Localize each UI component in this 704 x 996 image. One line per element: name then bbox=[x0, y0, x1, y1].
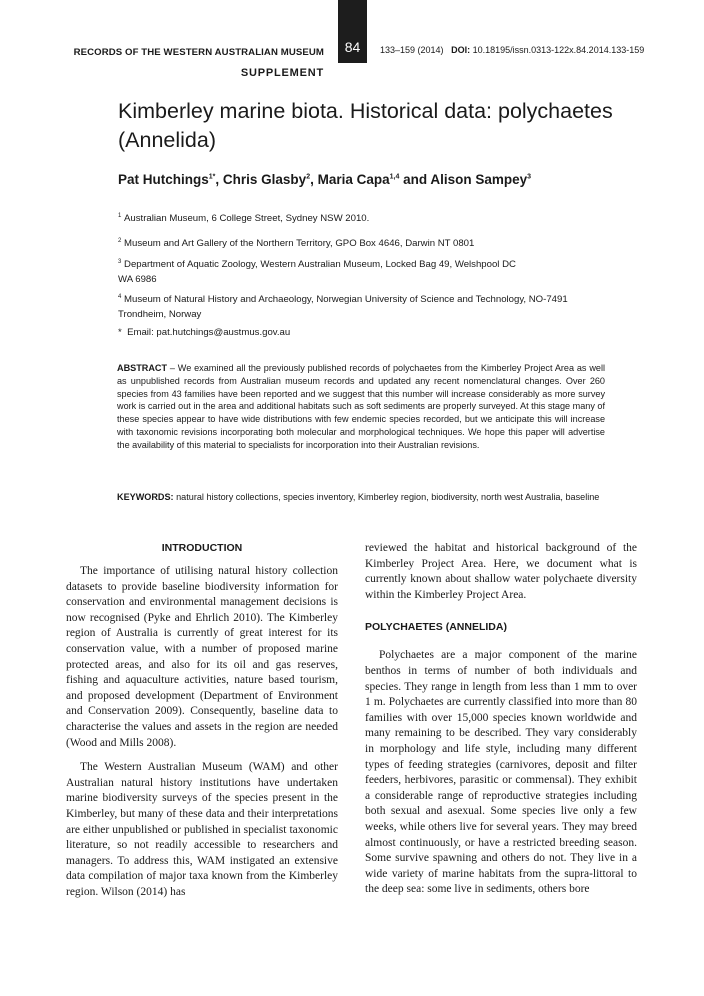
author-affil-mark: 1* bbox=[208, 173, 216, 181]
doi-value[interactable]: 10.18195/issn.0313-122x.84.2014.133-159 bbox=[472, 45, 645, 55]
author-name: Alison Sampey bbox=[430, 172, 528, 187]
affiliation-text: Department of Aquatic Zoology, Western Australian Museum, Locked Bag 49, Welshpool DC WA 6986 bbox=[118, 259, 516, 286]
abstract bbox=[117, 362, 605, 452]
section-heading-introduction: INTRODUCTION bbox=[161, 542, 243, 554]
affiliation bbox=[118, 209, 618, 226]
abstract-label: ABSTRACT bbox=[117, 363, 168, 373]
paragraph: Polychaetes are a major component of the marine benthos in terms of number of both individuals and species. They range in length from less than 1 mm to over 1 m. Polychaetes are currently classified into more than 80 families with over 15,000 species known worldwide and many remaining to be described. They vary considerably in morphology and life style, including many different types of feeding strategies (carnivores, deposit and filter feeders, herbivores, parasitic or commensal). They exhibit a considerable range of reproductive strategies including both sexual and asexual. Some species live only a few weeks, while others live for several years. They may breed almost continuously, or have a restricted breeding season. Some survive spawning and others do not. They live in a wide variety of marine habitats from the supra-littoral to the deep sea: some live in sediments, others bore bbox=[365, 649, 637, 896]
affiliation-text: Australian Museum, 6 College Street, Sydney NSW 2010. bbox=[124, 213, 370, 225]
author-list bbox=[118, 172, 531, 187]
paper-title: Kimberley marine biota. Historical data: polychaetes (Annelida) bbox=[118, 99, 613, 152]
page-range: 133–159 (2014) bbox=[380, 45, 444, 55]
keywords-text: natural history collections, species inventory, Kimberley region, biodiversity, north west Australia, baseline bbox=[173, 492, 600, 502]
author-separator: and bbox=[399, 172, 431, 187]
author-affil-mark: 2 bbox=[306, 173, 311, 181]
affiliation-text: Museum and Art Gallery of the Northern Territory, GPO Box 4646, Darwin NT 0801 bbox=[124, 238, 475, 250]
right-column bbox=[365, 541, 637, 898]
affiliation-text: Museum of Natural History and Archaeology, Norwegian University of Science and Technology, NO-7491 Trondheim, Norway bbox=[118, 294, 568, 321]
left-column bbox=[66, 541, 338, 900]
email-address[interactable]: Email: pat.hutchings@austmus.gov.au bbox=[127, 327, 291, 338]
paragraph: The importance of utilising natural history collection datasets to provide baseline biodiversity information for conservation and environmental management decisions is now recognised (Pyke and Ehrlich 2010). The Kimberley region of Australia is currently of great interest for its conservation value, with a number of proposed marine protected areas, and also for its oil and gas reserves, fishing and aquaculture activities, nature based tourism, and proposed development (Department of Environment and Conservation 2009). Consequently, baseline data to characterise the values and assets in the region are needed (Wood and Mills 2008). bbox=[66, 565, 338, 749]
citation-info bbox=[380, 45, 644, 55]
affiliation-mark: 1 bbox=[118, 213, 122, 219]
affiliation bbox=[118, 290, 588, 322]
doi-label: DOI: bbox=[451, 45, 471, 55]
journal-name-line2: SUPPLEMENT bbox=[240, 67, 324, 79]
author-separator: , bbox=[310, 172, 318, 187]
author-name: Pat Hutchings bbox=[118, 172, 209, 187]
affiliation-mark: 2 bbox=[118, 238, 122, 244]
journal-name bbox=[66, 43, 324, 83]
volume-block: 84 bbox=[338, 0, 367, 63]
affiliation-mark: 4 bbox=[118, 294, 122, 300]
paragraph: The Western Australian Museum (WAM) and other Australian natural history institutions have undertaken marine biodiversity surveys of the species present in the Kimberley, but many of these data and their interpretations are either unpublished or published in specialist taxonomic literature, so not readily accessible to researchers and managers. To address this, WAM instigated an extensive data compilation of major taxa known from the Kimberley region. Wilson (2014) has bbox=[66, 761, 338, 898]
author-affil-mark: 3 bbox=[527, 173, 532, 181]
affiliation bbox=[118, 234, 618, 251]
section-heading-polychaetes: POLYCHAETES (ANNELIDA) bbox=[365, 621, 507, 634]
affiliation bbox=[118, 255, 518, 287]
affiliation-mark: * bbox=[118, 327, 122, 338]
author-name: Maria Capa bbox=[317, 172, 390, 187]
abstract-text: – We examined all the previously published records of polychaetes from the Kimberley Project Area as well as unpublished records from Australian museum records and updated any recent nomenclatural changes. Over 260 species from 43 families have been reported and we suggest that this number will increase considerably as more survey work is carried out in the area and additional habitats such as soft sediments are properly surveyed. At this stage many of these species appear to have wide distributions with few endemic species recorded, but we anticipate this will increase with taxonomic revisions incorporating both molecular and morphological techniques. We hope this paper will advertise the availability of this material to specialists for incorporation into their Australian revisions. bbox=[117, 363, 605, 450]
keywords-label: KEYWORDS: bbox=[117, 492, 174, 502]
author-affil-mark: 1,4 bbox=[389, 173, 400, 181]
affiliation-mark: 3 bbox=[118, 259, 122, 265]
author-name: Chris Glasby bbox=[222, 172, 307, 187]
affiliation-email bbox=[118, 325, 618, 340]
journal-name-line1: RECORDS OF THE WESTERN AUSTRALIAN MUSEUM bbox=[73, 47, 324, 58]
paragraph: reviewed the habitat and historical background of the Kimberley Project Area. Here, we document what is currently known about shallow water polychaete diversity within the Kimberley Project Area. bbox=[365, 542, 637, 601]
keywords bbox=[117, 491, 605, 504]
author-separator: , bbox=[215, 172, 223, 187]
